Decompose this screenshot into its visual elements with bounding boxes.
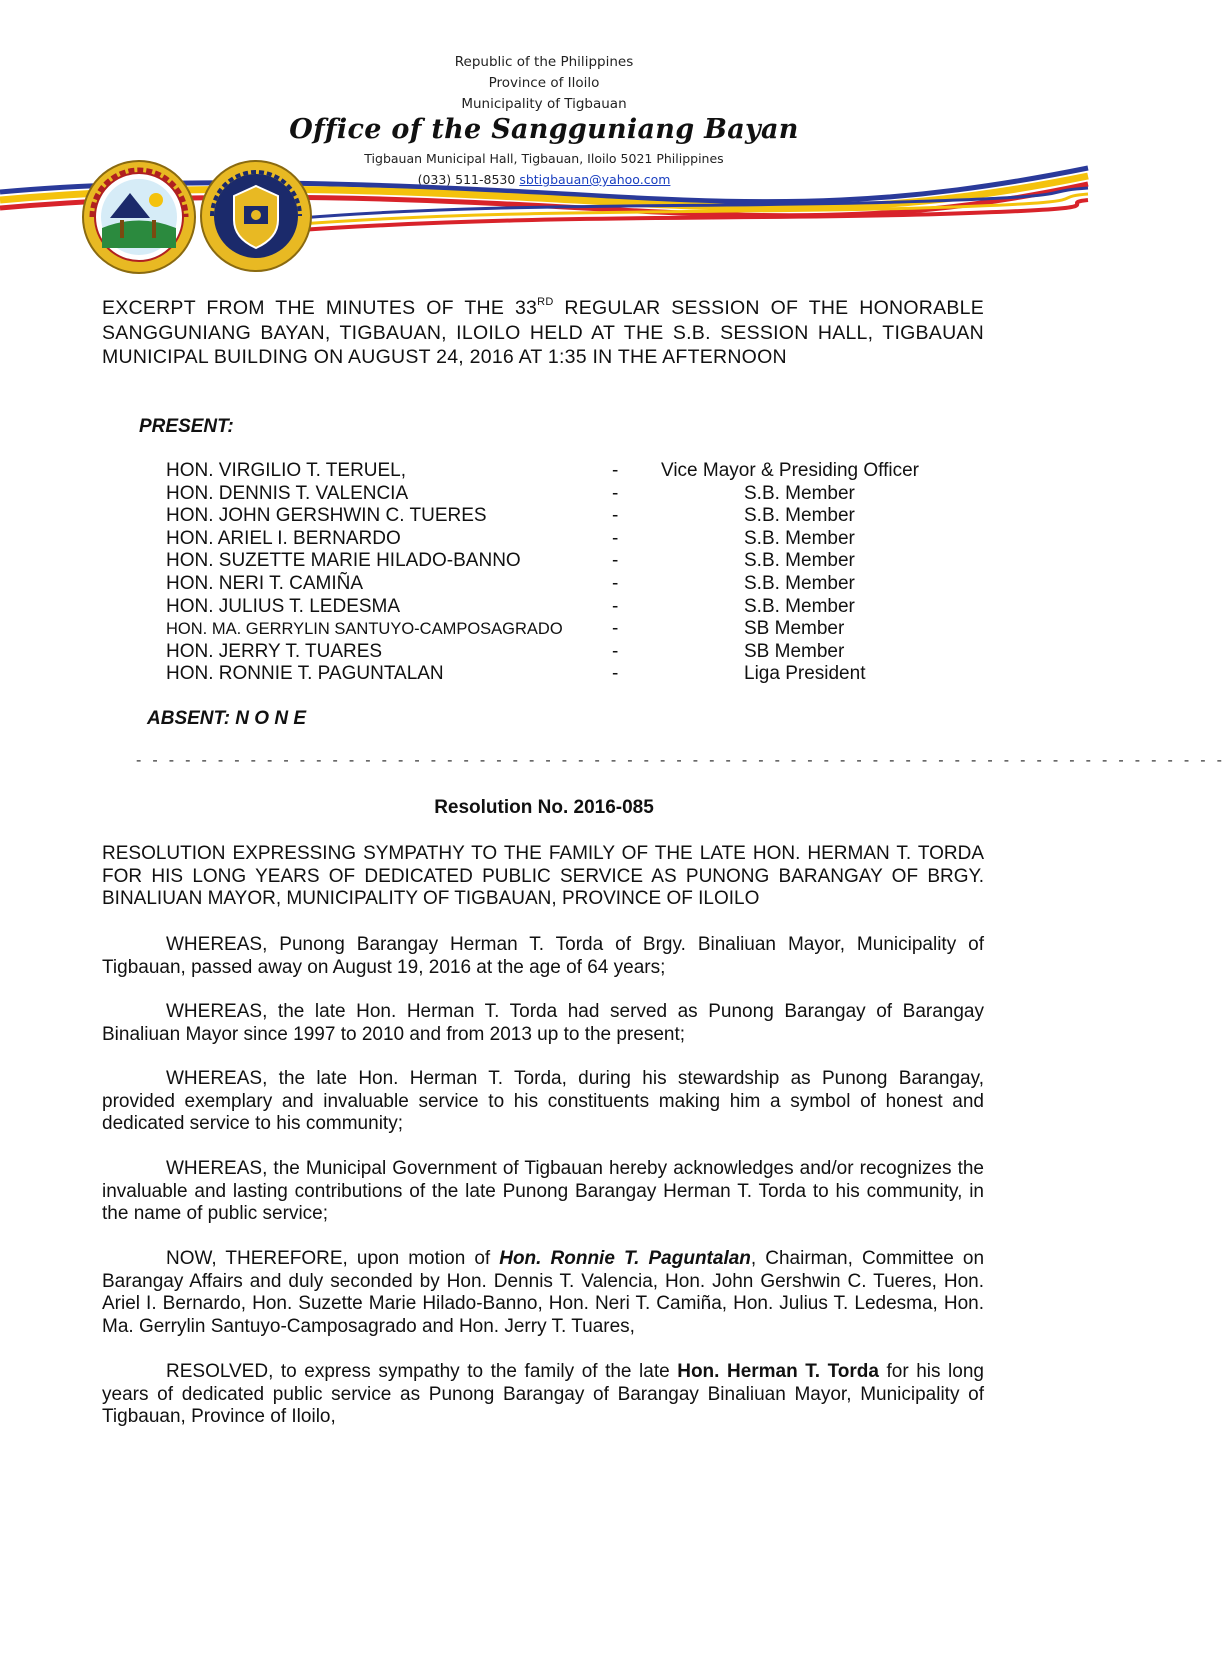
absent-heading: ABSENT: N O N E <box>147 708 307 729</box>
member-row <box>0 550 1088 573</box>
member-name: HON. JULIUS T. LEDESMA <box>166 595 401 617</box>
excerpt-pre: EXCERPT FROM THE MINUTES OF THE 33 <box>102 297 538 319</box>
resolved-clause <box>102 1361 984 1429</box>
municipal-seal-icon <box>80 158 198 276</box>
member-dash: - <box>612 663 619 685</box>
whereas-clause: WHEREAS, the late Hon. Herman T. Torda had served as Punong Barangay of Barangay Binaliuan Mayor since 1997 to 2010 and from 2013 up to the present; <box>102 1001 984 1045</box>
resolution-title: RESOLUTION EXPRESSING SYMPATHY TO THE FAMILY OF THE LATE HON. HERMAN T. TORDA FOR HIS LONG YEARS OF DEDICATED PUBLIC SERVICE AS PUNONG BARANGAY OF BRGY. BINALIUAN MAYOR, MUNICIPALITY OF TIGBAUAN, PROVINCE OF ILOILO <box>102 843 984 909</box>
phone-number: (033) 511-8530 <box>417 172 516 187</box>
member-dash: - <box>612 595 619 617</box>
excerpt-post: REGULAR SESSION OF THE HONORABLE SANGGUNIANG BAYAN, TIGBAUAN, ILOILO HELD AT THE S.B. SESSION HALL, TIGBAUAN MUNICIPAL BUILDING ON AUGUST 24, 2016 AT 1:35 IN THE AFTERNOON <box>102 297 984 368</box>
whereas-clause: WHEREAS, the late Hon. Herman T. Torda, during his stewardship as Punong Barangay, provided exemplary and invaluable service to his constituents making him a symbol of honest and dedicated service to his community; <box>102 1068 984 1134</box>
member-name: HON. MA. GERRYLIN SANTUYO-CAMPOSAGRADO <box>166 620 563 639</box>
member-role: S.B. Member <box>744 595 855 617</box>
whereas-clause: WHEREAS, Punong Barangay Herman T. Torda of Brgy. Binaliuan Mayor, Municipality of Tigbauan, passed away on August 19, 2016 at the age of 64 years; <box>102 934 984 978</box>
members-list <box>0 460 1088 686</box>
letterhead <box>0 0 1088 270</box>
excerpt-heading <box>102 296 984 370</box>
now-therefore-clause <box>102 1248 984 1338</box>
member-role: SB Member <box>744 618 845 640</box>
municipality-line: Municipality of Tigbauan <box>461 96 627 112</box>
member-dash: - <box>612 527 619 549</box>
member-role: S.B. Member <box>744 527 855 549</box>
member-name: HON. NERI T. CAMIÑA <box>166 572 364 594</box>
member-row <box>0 528 1088 551</box>
member-row <box>0 641 1088 664</box>
office-title: Office of the Sangguniang Bayan <box>289 114 799 145</box>
member-row <box>0 596 1088 619</box>
member-row <box>0 663 1088 686</box>
member-row <box>0 483 1088 506</box>
member-name: HON. JERRY T. TUARES <box>166 640 383 662</box>
member-name: HON. DENNIS T. VALENCIA <box>166 482 409 504</box>
member-row <box>0 618 1088 641</box>
member-dash: - <box>612 618 619 640</box>
member-dash: - <box>612 550 619 572</box>
member-dash: - <box>612 460 619 481</box>
member-row <box>0 573 1088 596</box>
honoree-name: Hon. Herman T. Torda <box>677 1361 879 1382</box>
member-name: HON. JOHN GERSHWIN C. TUERES <box>166 505 487 527</box>
whereas-clause: WHEREAS, the Municipal Government of Tigbauan hereby acknowledges and/or recognizes the invaluable and lasting contributions of the late Punong Barangay Herman T. Torda to his community, in the name of public service; <box>102 1158 984 1224</box>
member-name: HON. RONNIE T. PAGUNTALAN <box>166 663 444 685</box>
member-role: S.B. Member <box>744 482 855 504</box>
sangguniang-bayan-seal-icon <box>198 158 314 274</box>
member-role: SB Member <box>744 640 845 662</box>
address-line: Tigbauan Municipal Hall, Tigbauan, Iloilo 5021 Philippines <box>364 151 724 166</box>
member-role: Liga President <box>744 663 866 685</box>
resolved-pre: RESOLVED, to express sympathy to the family of the late <box>166 1361 678 1382</box>
email-link[interactable]: sbtigbauan@yahoo.com <box>519 172 671 187</box>
member-dash: - <box>612 572 619 594</box>
member-dash: - <box>612 640 619 662</box>
member-row <box>0 460 1088 483</box>
member-row <box>0 505 1088 528</box>
now-therefore-pre: NOW, THEREFORE, upon motion of <box>166 1248 500 1269</box>
present-heading: PRESENT: <box>139 416 234 437</box>
province-line: Province of Iloilo <box>488 75 600 91</box>
member-dash: - <box>612 482 619 504</box>
member-name: HON. SUZETTE MARIE HILADO-BANNO <box>166 550 521 572</box>
separator-line: - - - - - - - - - - - - - - - - - - - - - - - - - - - - - - - - - - - - - - - - - - - - - - - - - - - - - - - - - - - - - - - - - - - <box>136 752 1225 769</box>
member-role: S.B. Member <box>744 572 855 594</box>
republic-line: Republic of the Philippines <box>454 54 634 70</box>
resolved-post: for his long years of dedicated public service as Punong Barangay of Barangay Binaliuan Mayor, Municipality of Tigbauan, Province of Iloilo, <box>102 1361 984 1427</box>
now-therefore-post: , Chairman, Committee on Barangay Affairs and duly seconded by Hon. Dennis T. Valencia, Hon. John Gershwin C. Tueres, Hon. Ariel I. Bernardo, Hon. Suzette Marie Hilado-Banno, Hon. Neri T. Camiña, Hon. Julius T. Ledesma, Hon. Ma. Gerrylin Santuyo-Camposagrado and Hon. Jerry T. Tuares, <box>102 1248 985 1337</box>
member-name: HON. ARIEL I. BERNARDO <box>166 527 401 549</box>
member-role: Vice Mayor & Presiding Officer <box>661 460 920 481</box>
member-name: HON. VIRGILIO T. TERUEL, <box>166 460 407 481</box>
member-role: S.B. Member <box>744 550 855 572</box>
member-role: S.B. Member <box>744 505 855 527</box>
resolution-number: Resolution No. 2016-085 <box>434 797 654 818</box>
member-dash: - <box>612 505 619 527</box>
excerpt-superscript: RD <box>537 296 554 308</box>
mover-name: Hon. Ronnie T. Paguntalan <box>499 1248 751 1269</box>
